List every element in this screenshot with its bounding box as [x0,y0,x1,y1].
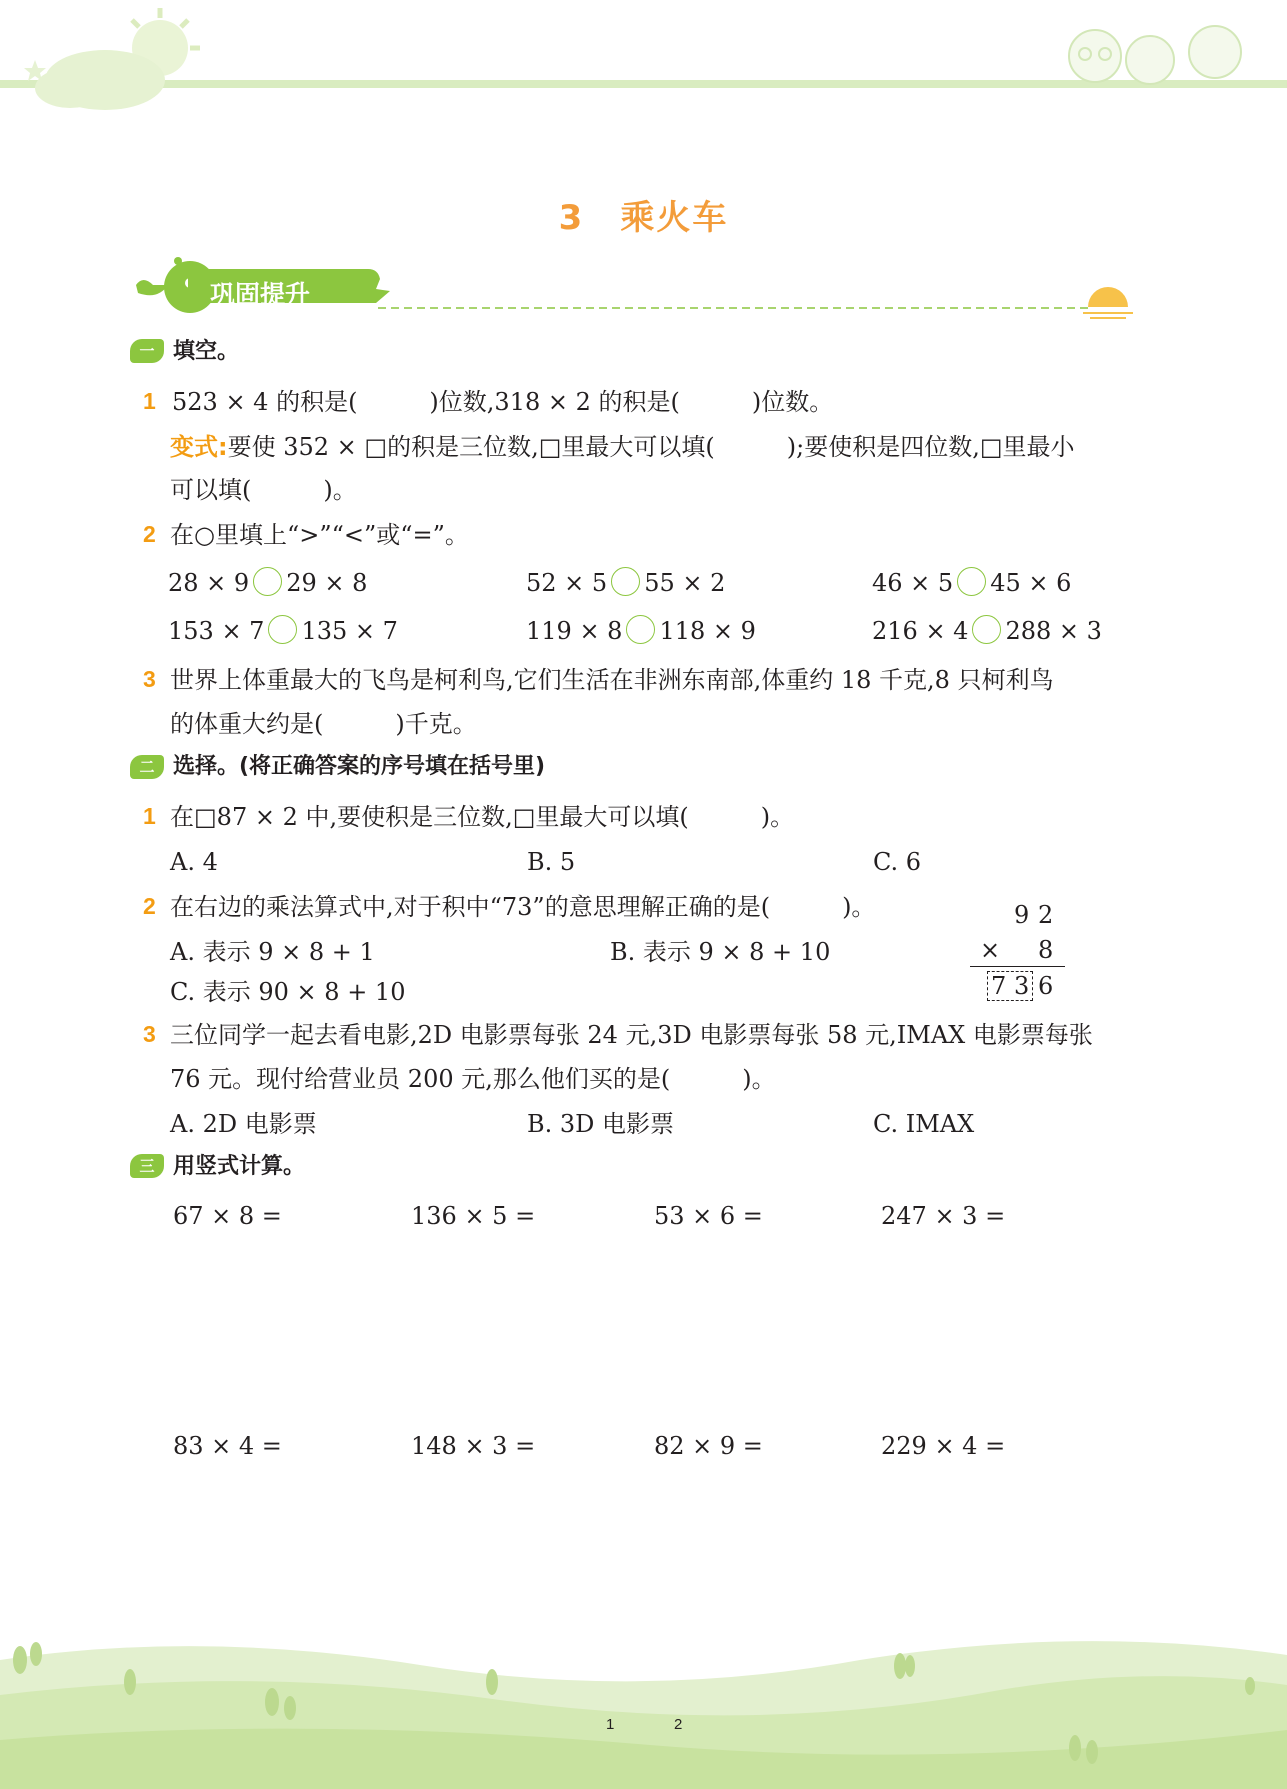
choice-option[interactable]: B. 5 [527,848,576,876]
calc-expression: 82 × 9 = [654,1432,763,1460]
sun-cloud-icon [24,8,200,110]
calc-expression: 53 × 6 = [654,1202,763,1230]
choice-option[interactable]: A. 4 [170,848,218,876]
fill-q2-text: 在○里填上“>”“<”或“=”。 [170,521,469,549]
answer-circle[interactable] [253,567,282,596]
answer-circle[interactable] [611,567,640,596]
calc-expression: 67 × 8 = [173,1202,282,1230]
compare-item: 153 × 7 135 × 7 [168,617,398,645]
compare-item: 119 × 8 118 × 9 [526,617,756,645]
animal-faces-icon [1069,26,1241,84]
question-number: 2 [143,521,156,547]
sunset-icon [1083,287,1133,318]
answer-circle[interactable] [268,615,297,644]
section-title-1: 填空。 [173,339,240,364]
variant-line-2: 可以填( )。 [170,476,357,504]
page-number: 1 [606,1716,615,1733]
choice-option[interactable]: C. IMAX [873,1110,975,1138]
compare-item: 28 × 9 29 × 8 [168,569,368,597]
page-title: 3 乘火车 [558,198,729,238]
calc-expression: 83 × 4 = [173,1432,282,1460]
variant-line-1 [170,435,1075,459]
section-title-2: 选择。(将正确答案的序号填在括号里) [173,754,546,779]
section-title-3: 用竖式计算。 [173,1154,306,1179]
fill-q3-line-1: 世界上体重最大的飞鸟是柯利鸟,它们生活在非洲东南部,体重约 18 千克,8 只柯利鸟 [170,666,1054,694]
choice-option[interactable]: C. 6 [873,848,922,876]
answer-circle[interactable] [972,615,1001,644]
footer-hills [0,1620,1287,1789]
choice-option[interactable]: B. 3D 电影票 [527,1110,675,1138]
calc-expression: 136 × 5 = [411,1202,536,1230]
calc-expression: 229 × 4 = [881,1432,1006,1460]
compare-item: 216 × 4 288 × 3 [872,617,1102,645]
choice-option[interactable]: A. 表示 9 × 8 + 1 [170,938,375,966]
choice-option[interactable]: B. 表示 9 × 8 + 10 [610,938,831,966]
choice-q1-text: 在□87 × 2 中,要使积是三位数,□里最大可以填( )。 [170,803,795,831]
page-number: 2 [674,1716,683,1733]
header-decoration [0,0,1287,120]
answer-circle[interactable] [626,615,655,644]
question-number: 3 [143,666,156,692]
section-badge-1: 一 [130,339,164,363]
calc-expression: 148 × 3 = [411,1432,536,1460]
question-number: 2 [143,893,156,919]
banner-title: 巩固提升 [210,280,311,309]
variant-label: 变式: [170,433,228,461]
choice-option[interactable]: A. 2D 电影票 [170,1110,317,1138]
fill-q1-text: 523 × 4 的积是( )位数,318 × 2 的积是( )位数。 [172,388,834,416]
fill-q3-line-2: 的体重大约是( )千克。 [170,710,477,738]
calc-expression: 247 × 3 = [881,1202,1006,1230]
question-number: 1 [143,803,156,829]
choice-q3-line-2: 76 元。现付给营业员 200 元,那么他们买的是( )。 [170,1065,776,1093]
question-number: 3 [143,1021,156,1047]
compare-item: 46 × 5 45 × 6 [872,569,1072,597]
question-number: 1 [143,388,156,414]
vertical-multiplication: 9 2 × 8 7 3 6 [965,898,1065,1003]
choice-option[interactable]: C. 表示 90 × 8 + 10 [170,978,406,1006]
choice-q3-line-1: 三位同学一起去看电影,2D 电影票每张 24 元,3D 电影票每张 58 元,IMAX 电影票每张 [170,1021,1093,1049]
choice-q2-text: 在右边的乘法算式中,对于积中“73”的意思理解正确的是( )。 [170,893,876,921]
compare-item: 52 × 5 55 × 2 [526,569,726,597]
answer-circle[interactable] [957,567,986,596]
variant-text: 要使 352 × □的积是三位数,□里最大可以填( );要使积是四位数,□里最小 [227,433,1075,461]
section-badge-3: 三 [130,1154,164,1178]
section-badge-2: 二 [130,755,164,779]
